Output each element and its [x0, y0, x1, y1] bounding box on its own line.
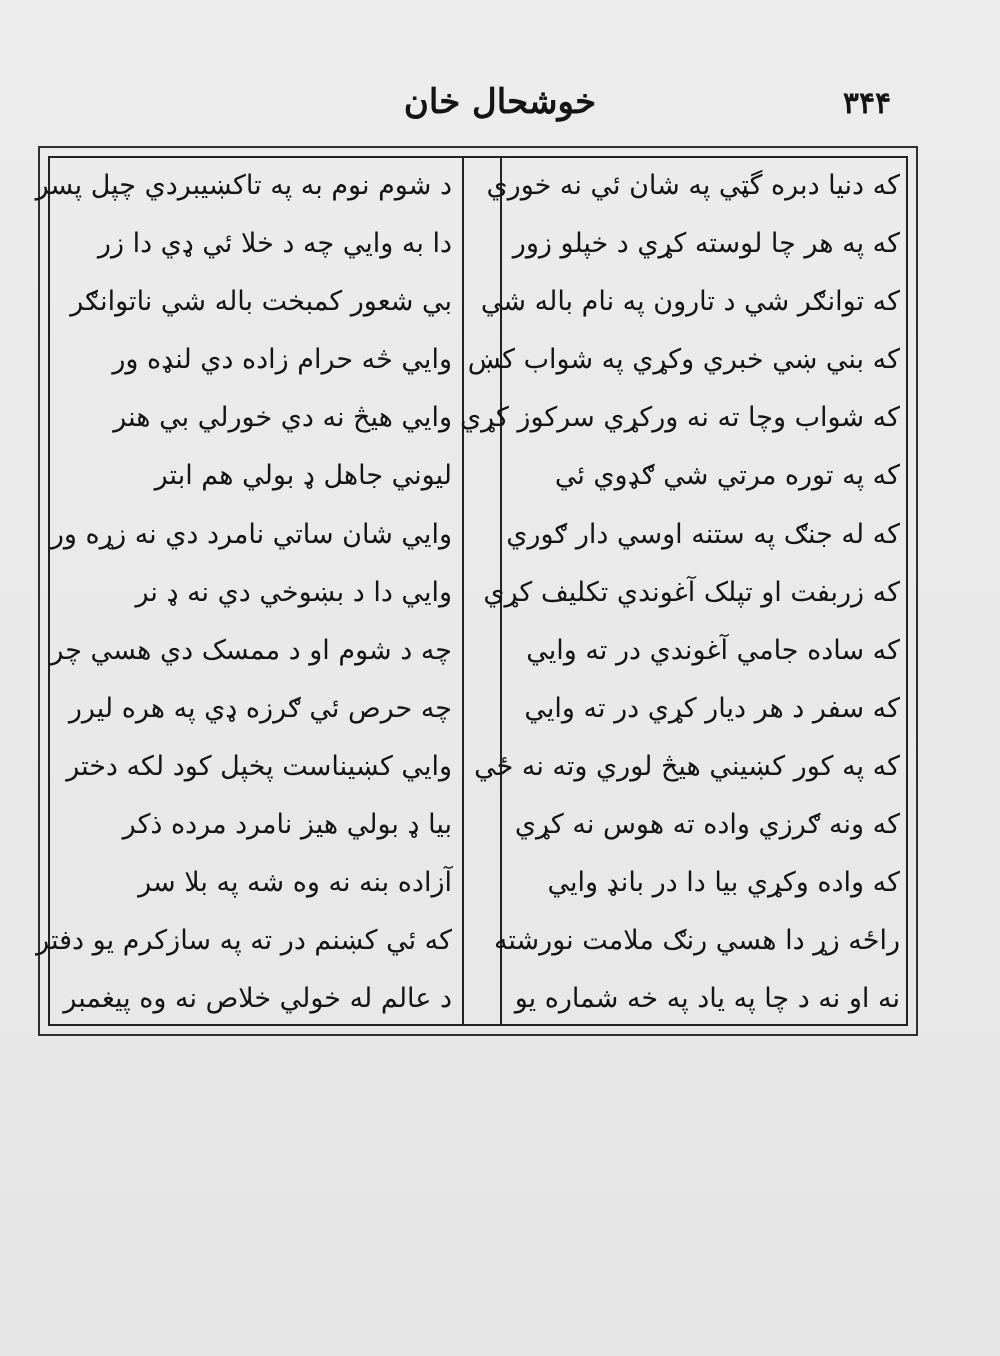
center-divider-line-left [462, 156, 464, 1026]
verse-line: وايي څه حرام زاده دي لنډه ور [112, 344, 452, 376]
verse-line: که ونه ګرزي واده ته هوس نه کړي [514, 809, 900, 841]
verse-line: وايي هيڅ نه دي خورلي بي هنر [113, 402, 452, 434]
verse-line: که په کور کښيني هيڅ لوري وته نه ځي [474, 750, 900, 782]
verse-line: که واده وکړي بيا دا در بانډ وايي [547, 867, 900, 899]
verse-line: چه حرص ئي ګرزه ډي په هره ليرر [68, 692, 452, 724]
verse-line: د شوم نوم به په تاکښيبردي چپل پسر [35, 170, 452, 201]
verse-line: که په هر چا لوسته کړي د خپلو زور [512, 228, 900, 260]
verse-line: که له جنګ په ستنه اوسي دار ګوري [506, 518, 900, 550]
verse-line: که ساده جامي آغوندي در ته وايي [526, 634, 900, 666]
verse-line: دا به وايي چه د خلا ئي ډي دا زر [97, 228, 452, 260]
verse-line: بيا ډ بولي هيز نامرد مرده ذکر [122, 809, 452, 841]
verse-line: د عالم له خولي خلاص نه وه پيغمبر [63, 983, 452, 1015]
verse-line: که بني ښي خبري وکړي په شواب کښ [467, 344, 900, 376]
verse-line: ليوني جاهل ډ بولي هم ابتر [154, 460, 452, 492]
verse-line: که دنیا دبره گټي په شان ئي نه خوري [486, 170, 900, 201]
left-verse-column [35, 170, 454, 1015]
verse-line: که شواب وچا ته نه ورکړي سرکوز کړي [459, 402, 900, 434]
verse-line: که ئي کښنم در ته په سازکرم يو دفتر [36, 925, 452, 957]
verse-line: وايي دا د بښوخي دي نه ډ نر [135, 576, 452, 608]
verse-line: که زربفت او تپلک آغوندي تکليف کړي [483, 576, 900, 608]
verse-line: که سفر د هر ديار کړي در ته وايي [524, 692, 900, 724]
verse-line: که په توره مرتي شي ګډوي ئي [554, 460, 900, 492]
verse-line: نه او نه د چا په ياد په خه شماره يو [514, 983, 900, 1015]
verse-line: وايي شان ساتي نامرد دي نه زړه ور [50, 518, 452, 550]
verse-line: چه د شوم او د ممسک دي هسي چر [50, 634, 452, 666]
page-title: خوشحال خان [403, 82, 597, 122]
verse-line: وايي کښيناست پخپل کود لکه دختر [66, 750, 452, 782]
page-number: ۳۴۴ [842, 86, 892, 121]
right-verse-column [459, 170, 902, 1015]
verse-line: راځه زړ دا هسي رنګ ملامت نورشته [493, 925, 900, 957]
verse-line: آزاده بنه نه وه شه په بلا سر [138, 867, 452, 899]
verse-line: بي شعور کمبخت باله شي ناتوانګر [70, 286, 452, 318]
verse-line: که توانګر شي د تارون په نام باله شي [480, 286, 900, 318]
